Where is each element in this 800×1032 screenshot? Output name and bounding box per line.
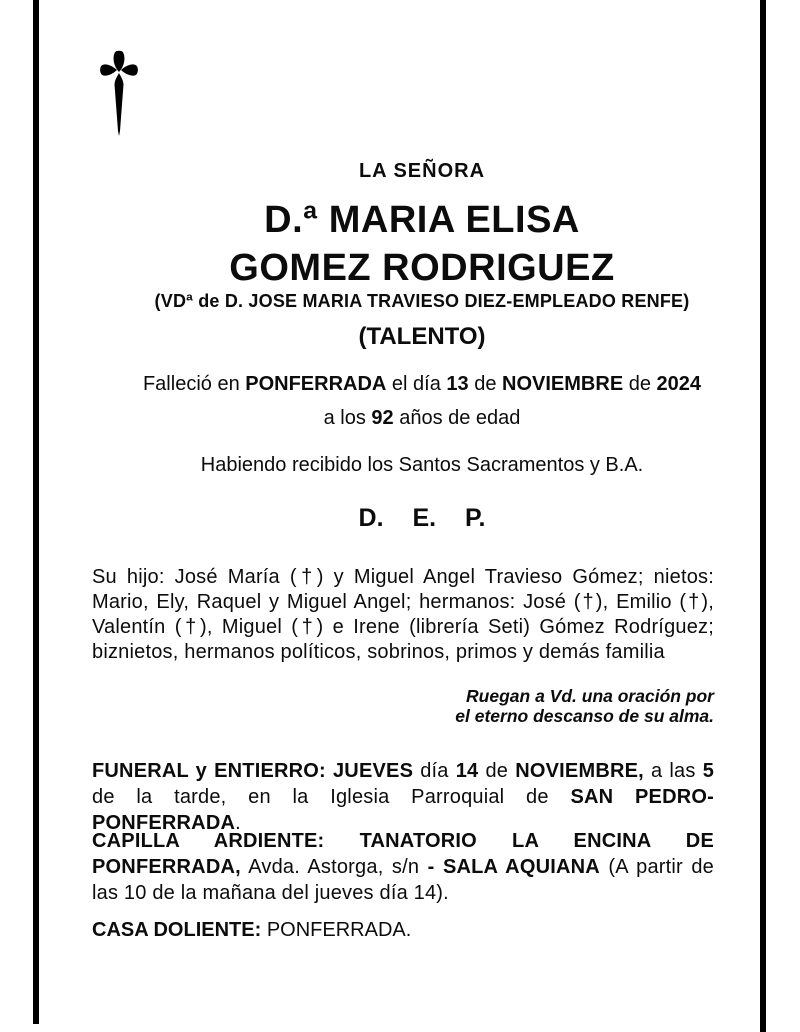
sacraments-line: Habiendo recibido los Santos Sacramentos y B.A.: [200, 454, 644, 476]
funeral-notice: FUNERAL y ENTIERRO: JUEVES día 14 de NOVIEMBRE, a las 5 de la tarde, en la Iglesia Parroquial de SAN PEDRO-PONFERRADA.: [92, 760, 715, 834]
left-border-rule: [33, 0, 39, 1024]
mourning-house-notice: CASA DOLIENTE: PONFERRADA.: [92, 919, 412, 941]
dep-abbreviation: D. E. P.: [358, 504, 486, 532]
death-date-line: Falleció en PONFERRADA el día 13 de NOVIEMBRE de 2024: [142, 373, 702, 395]
deceased-name-line1: D.ª MARIA ELISA: [264, 199, 580, 241]
right-border-rule: [760, 0, 766, 1032]
deceased-name: [92, 196, 752, 292]
family-paragraph: Su hijo: José María (†) y Miguel Angel Travieso Gómez; nietos: Mario, Ely, Raquel y Miguel Angel; hermanos: José (†), Emilio (†), Valentín (†), Miguel (†) e Irene (librería Seti) Gómez Rodríguez; biznietos, hermanos políticos, sobrinos, primos y demás familia: [92, 566, 714, 663]
age-line: a los 92 años de edad: [323, 407, 521, 429]
latin-cross-icon: [99, 46, 139, 138]
honorific-title: LA SEÑORA: [358, 160, 486, 182]
widow-of-line: (VDª de D. JOSE MARIA TRAVIESO DIEZ-EMPLEADO RENFE): [154, 291, 690, 311]
prayer-request: Ruegan a Vd. una oración por el eterno descanso de su alma.: [455, 686, 714, 726]
deceased-name-line2: GOMEZ RODRIGUEZ: [229, 247, 615, 289]
nickname-line: (TALENTO): [358, 323, 486, 350]
wake-chapel-notice: CAPILLA ARDIENTE: TANATORIO LA ENCINA DE PONFERRADA, Avda. Astorga, s/n - SALA AQUIANA (A partir de las 10 de la mañana del jueves día 14).: [92, 830, 714, 904]
